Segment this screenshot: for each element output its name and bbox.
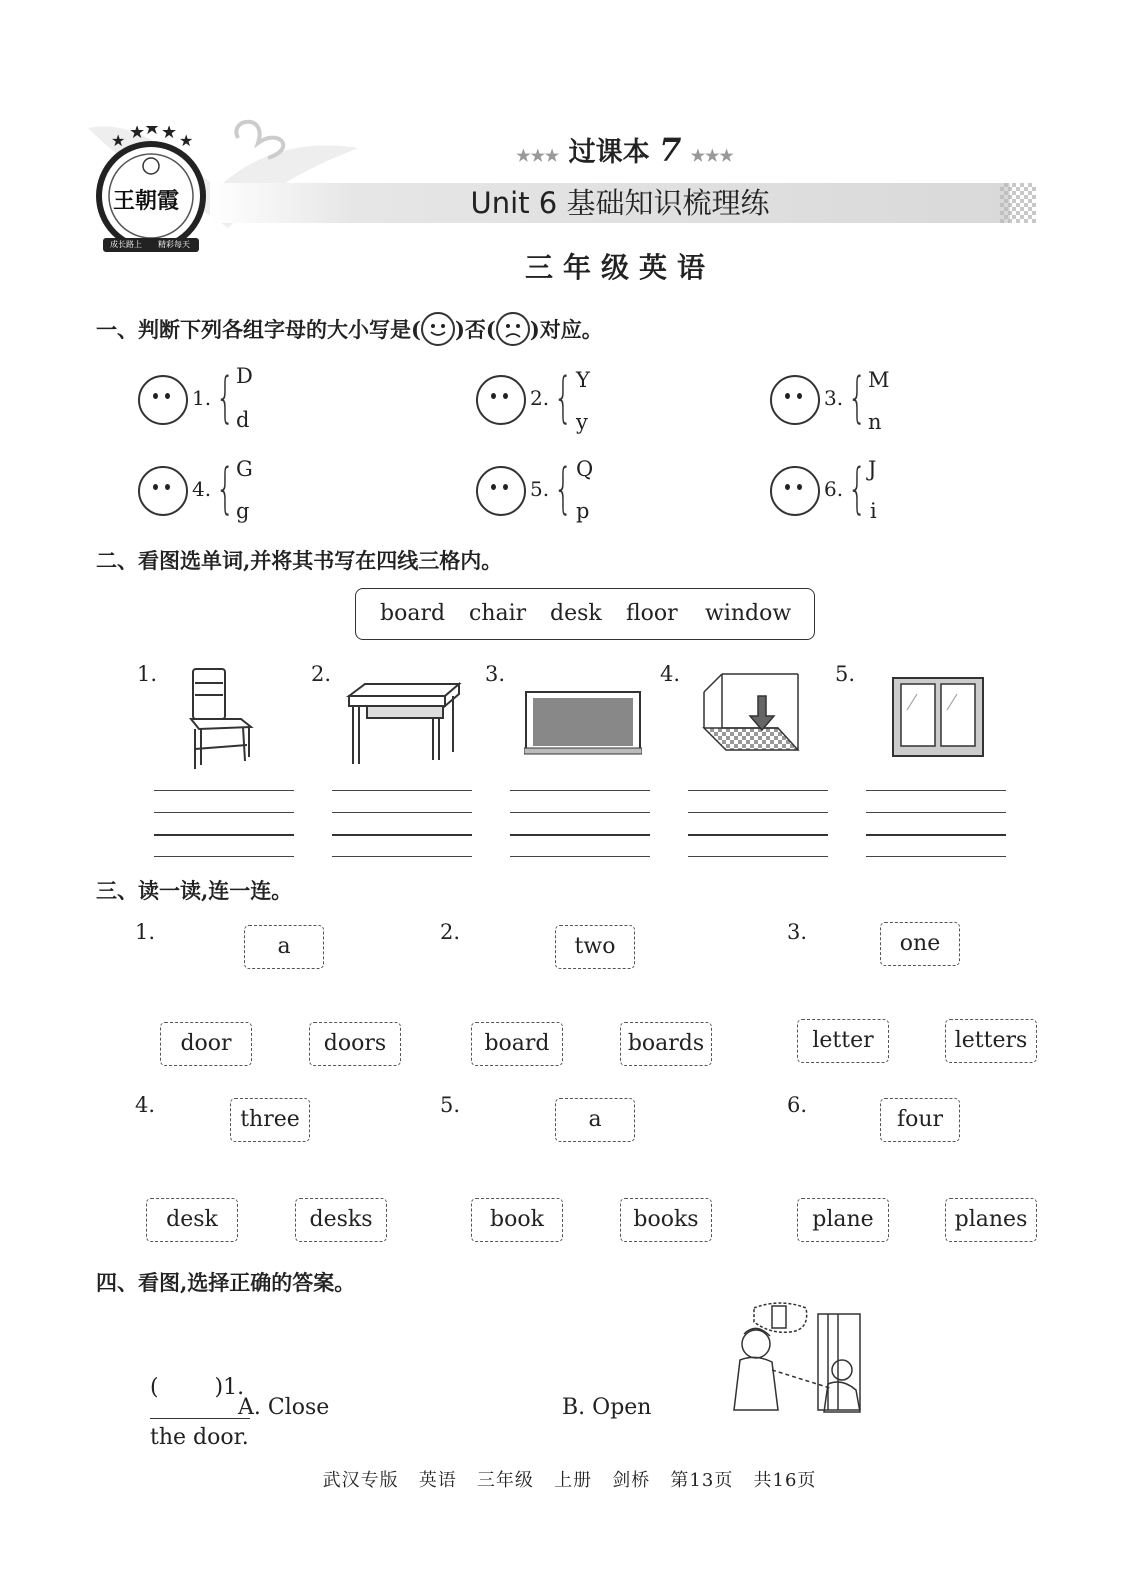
match-top-word[interactable]: three bbox=[230, 1098, 310, 1142]
item-number: 2. bbox=[530, 386, 550, 410]
option-b[interactable]: B. Open bbox=[562, 1395, 652, 1420]
uppercase-letter: Y bbox=[576, 368, 590, 392]
svg-text:★: ★ bbox=[111, 131, 126, 150]
answer-paren[interactable]: ( ) bbox=[150, 1375, 224, 1400]
match-top-word[interactable]: two bbox=[555, 925, 635, 969]
match-number: 1. bbox=[135, 920, 156, 944]
option-a[interactable]: A. Close bbox=[238, 1395, 330, 1420]
chair-icon bbox=[185, 665, 257, 777]
unit-title: Unit 6 基础知识梳理练 bbox=[470, 186, 770, 220]
page-subtitle bbox=[440, 130, 810, 169]
picture-number: 5. bbox=[835, 662, 856, 686]
letter-item-5 bbox=[476, 457, 676, 527]
answer-face-icon[interactable] bbox=[138, 375, 188, 425]
item-number: 5. bbox=[530, 477, 550, 501]
title-band-checker bbox=[1000, 183, 1036, 223]
brace-icon: { bbox=[847, 366, 867, 429]
svg-text:★: ★ bbox=[179, 131, 194, 150]
match-option-left[interactable]: door bbox=[160, 1022, 252, 1066]
match-top-word[interactable]: four bbox=[880, 1098, 960, 1142]
word-bank-item: window bbox=[705, 601, 792, 626]
svg-text:★: ★ bbox=[161, 126, 178, 143]
match-option-left[interactable]: plane bbox=[797, 1198, 889, 1242]
match-option-right[interactable]: letters bbox=[945, 1019, 1037, 1063]
logo-slogan-left: 成长路上 bbox=[110, 240, 142, 249]
brace-icon: { bbox=[847, 457, 867, 520]
match-number: 5. bbox=[440, 1093, 461, 1117]
match-option-right[interactable]: desks bbox=[295, 1198, 387, 1242]
match-option-left[interactable]: book bbox=[471, 1198, 563, 1242]
brace-icon: { bbox=[215, 457, 235, 520]
uppercase-letter: D bbox=[236, 364, 253, 388]
answer-face-icon[interactable] bbox=[476, 375, 526, 425]
door-scene-illustration bbox=[720, 1300, 880, 1420]
match-number: 2. bbox=[440, 920, 461, 944]
writing-lines[interactable] bbox=[154, 790, 294, 856]
uppercase-letter: Q bbox=[576, 457, 594, 481]
stars-left: ★★★ bbox=[516, 146, 560, 165]
smile-face-icon bbox=[421, 312, 455, 346]
letter-item-6 bbox=[770, 457, 970, 527]
writing-lines[interactable] bbox=[332, 790, 472, 856]
lowercase-letter: d bbox=[236, 408, 250, 432]
writing-lines[interactable] bbox=[866, 790, 1006, 856]
question-text: the door. bbox=[150, 1425, 249, 1450]
match-number: 3. bbox=[787, 920, 808, 944]
answer-face-icon[interactable] bbox=[138, 466, 188, 516]
brace-icon: { bbox=[553, 366, 573, 429]
svg-text:★: ★ bbox=[143, 126, 161, 139]
section4-heading: 四、看图,选择正确的答案。 bbox=[96, 1270, 356, 1295]
section2-heading: 二、看图选单词,并将其书写在四线三格内。 bbox=[96, 548, 503, 573]
word-bank-item: desk bbox=[550, 601, 602, 626]
answer-face-icon[interactable] bbox=[770, 466, 820, 516]
match-number: 6. bbox=[787, 1093, 808, 1117]
writing-lines[interactable] bbox=[688, 790, 828, 856]
logo-text: 王朝霞 bbox=[113, 188, 180, 214]
letter-item-4 bbox=[138, 457, 338, 527]
svg-text:★: ★ bbox=[129, 126, 146, 143]
stars-right: ★★★ bbox=[690, 146, 734, 165]
picture-number: 3. bbox=[485, 662, 506, 686]
match-option-right[interactable]: planes bbox=[945, 1198, 1037, 1242]
match-top-word[interactable]: a bbox=[244, 925, 324, 969]
word-bank-item: board bbox=[380, 601, 446, 626]
picture-number: 1. bbox=[137, 662, 158, 686]
word-bank-item: floor bbox=[626, 601, 678, 626]
word-bank bbox=[355, 588, 815, 640]
item-number: 1. bbox=[192, 386, 212, 410]
window-icon bbox=[891, 676, 985, 762]
subtitle-number: 7 bbox=[659, 131, 682, 169]
match-number: 4. bbox=[135, 1093, 156, 1117]
section1-heading: 一、判断下列各组字母的大小写是( )否( )对应。 bbox=[96, 312, 603, 346]
uppercase-letter: J bbox=[868, 457, 877, 481]
letter-item-2 bbox=[476, 366, 676, 436]
word-bank-item: chair bbox=[469, 601, 527, 626]
picture-number: 4. bbox=[660, 662, 681, 686]
answer-face-icon[interactable] bbox=[476, 466, 526, 516]
desk-icon bbox=[345, 680, 463, 772]
answer-face-icon[interactable] bbox=[770, 375, 820, 425]
subtitle-prefix: 过课本 bbox=[568, 137, 650, 168]
section3-heading: 三、读一读,连一连。 bbox=[96, 878, 293, 903]
blank-line[interactable] bbox=[150, 1400, 250, 1419]
match-option-right[interactable]: boards bbox=[620, 1022, 712, 1066]
lowercase-letter: n bbox=[868, 410, 882, 434]
match-option-left[interactable]: desk bbox=[146, 1198, 238, 1242]
match-option-left[interactable]: board bbox=[471, 1022, 563, 1066]
item-number: 3. bbox=[824, 386, 844, 410]
grade-title: 三年级英语 bbox=[524, 251, 715, 284]
uppercase-letter: G bbox=[236, 457, 253, 481]
lowercase-letter: i bbox=[870, 499, 877, 523]
match-option-right[interactable]: doors bbox=[309, 1022, 401, 1066]
match-option-right[interactable]: books bbox=[620, 1198, 712, 1242]
sad-face-icon bbox=[496, 312, 530, 346]
match-top-word[interactable]: one bbox=[880, 922, 960, 966]
lowercase-letter: p bbox=[576, 499, 590, 523]
question-1 bbox=[136, 1350, 250, 1450]
match-option-left[interactable]: letter bbox=[797, 1019, 889, 1063]
writing-lines[interactable] bbox=[510, 790, 650, 856]
floor-icon bbox=[702, 672, 800, 758]
question-number: 1. bbox=[223, 1375, 245, 1400]
page-footer: 武汉专版 英语 三年级 上册 剑桥 第13页 共16页 bbox=[322, 1470, 817, 1491]
brace-icon: { bbox=[553, 457, 573, 520]
match-top-word[interactable]: a bbox=[555, 1098, 635, 1142]
board-icon bbox=[524, 690, 642, 760]
lowercase-letter: g bbox=[236, 499, 250, 523]
letter-item-3 bbox=[770, 366, 970, 436]
logo-slogan-right: 精彩每天 bbox=[158, 240, 190, 249]
lowercase-letter: y bbox=[576, 410, 588, 434]
picture-number: 2. bbox=[311, 662, 332, 686]
brace-icon: { bbox=[215, 366, 235, 429]
uppercase-letter: M bbox=[868, 368, 890, 392]
letter-item-1 bbox=[138, 364, 338, 436]
item-number: 6. bbox=[824, 477, 844, 501]
item-number: 4. bbox=[192, 477, 212, 501]
